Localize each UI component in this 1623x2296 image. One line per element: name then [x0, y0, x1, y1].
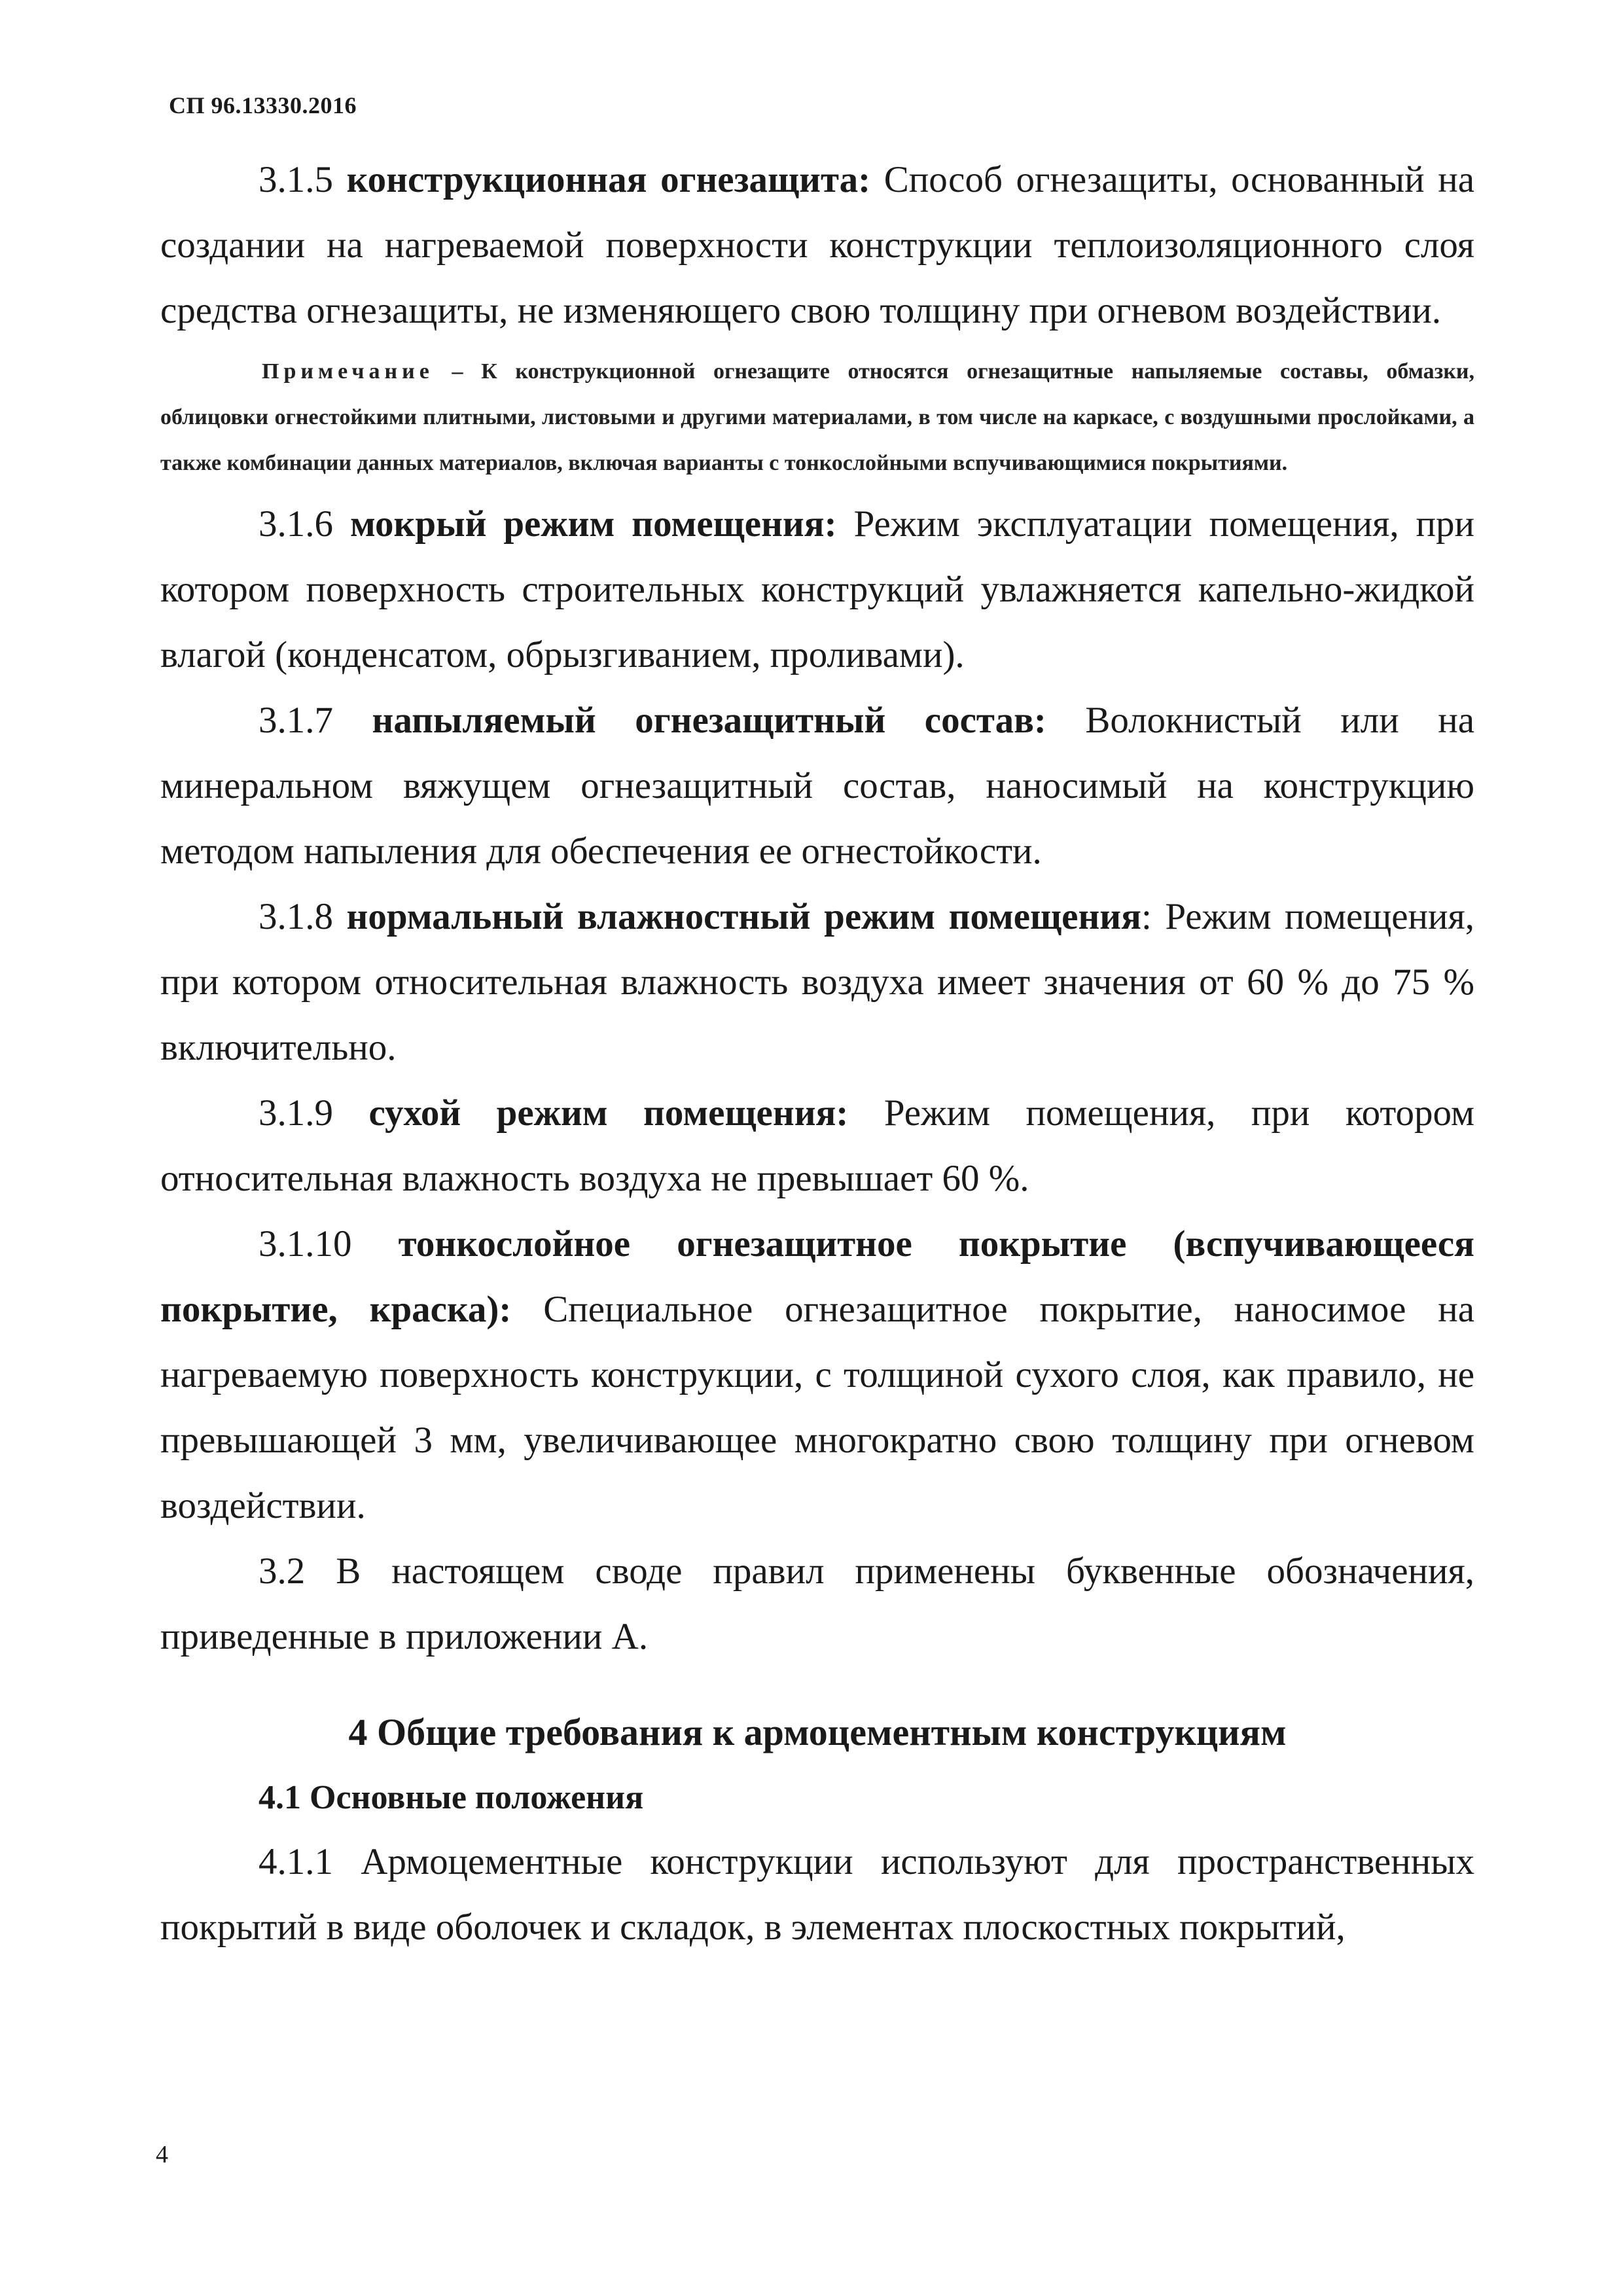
clause-number: 3.1.8 [259, 896, 333, 937]
clause-number: 3.1.5 [259, 159, 333, 200]
clause-term: нормальный влажностный режим помещения [346, 896, 1141, 937]
clause-3-1-7 [160, 688, 1474, 884]
clause-term: тонкослойное огнезащитное покрытие (вспучивающееся покрытие, краска): [160, 1223, 1475, 1330]
clause-text: Режим помещения, при котором относительная влажность воздуха не превышает 60 %. [160, 1092, 1475, 1199]
note-label: Примечание [262, 359, 434, 384]
clause-term: мокрый режим помещения: [349, 503, 837, 545]
clause-term: напыляемый огнезащитный состав: [372, 700, 1046, 741]
clause-number: 3.1.6 [259, 503, 333, 545]
clause-text: Специальное огнезащитное покрытие, наносимое на нагреваемую поверхность конструкции, с толщиной сухого слоя, как правило, не превышающей 3 мм, увеличивающее многократно свою толщину при огневом воздействии. [160, 1289, 1475, 1526]
clause-4-1-1 [160, 1829, 1474, 1960]
clause-text: Волокнистый или на минеральном вяжущем огнезащитный состав, наносимый на конструкцию методом напыления для обеспечения ее огнестойкости. [160, 700, 1475, 872]
section-4-title: 4 Общие требования к армоцементным конструкциям [348, 1711, 1287, 1753]
clause-3-1-5 [160, 147, 1474, 344]
clause-term: сухой режим помещения: [368, 1092, 849, 1134]
document-code-header: СП 96.13330.2016 [169, 92, 357, 118]
clause-3-1-8 [160, 884, 1474, 1081]
clause-term: конструкционная огнезащита: [346, 159, 871, 200]
subsection-4-1-title: 4.1 Основные положения [259, 1779, 644, 1816]
clause-3-1-9 [160, 1081, 1474, 1211]
clause-number: 3.2 [259, 1551, 306, 1592]
note-paragraph [160, 349, 1474, 486]
clause-text: Армоцементные конструкции используют для пространственных покрытий в виде оболочек и складок, в элементах плоскостных покрытий, [160, 1841, 1475, 1948]
clause-3-1-6 [160, 492, 1474, 688]
page-number: 4 [156, 2141, 168, 2168]
clause-number: 3.1.7 [259, 700, 333, 741]
note-text: – К конструкционной огнезащите относятся огнезащитные напыляемые составы, обмазки, облицовки огнестойкими плитными, листовыми и другими материалами, в том числе на каркасе, с воздушными прослойками, а также комбинации данных материалов, включая варианты с тонкослойными вспучивающимися покрытиями. [160, 359, 1474, 475]
clause-text: Режим эксплуатации помещения, при котором поверхность строительных конструкций увлажняется капельно-жидкой влагой (конденсатом, обрызгиванием, проливами). [160, 503, 1475, 675]
clause-3-2 [160, 1539, 1474, 1670]
clause-text: Способ огнезащиты, основанный на создании на нагреваемой поверхности конструкции теплоизоляционного слоя средства огнезащиты, не изменяющего свою толщину при огневом воздействии. [160, 159, 1475, 331]
clause-text: : Режим помещения, при котором относительная влажность воздуха имеет значения от 60 % до 75 % включительно. [160, 896, 1474, 1068]
clause-number: 3.1.10 [259, 1223, 352, 1265]
clause-number: 4.1.1 [259, 1841, 333, 1882]
page-content [160, 147, 1474, 1960]
clause-text: В настоящем своде правил применены буквенные обозначения, приведенные в приложении А. [160, 1551, 1474, 1657]
clause-3-1-10 [160, 1211, 1474, 1539]
clause-number: 3.1.9 [259, 1092, 333, 1134]
